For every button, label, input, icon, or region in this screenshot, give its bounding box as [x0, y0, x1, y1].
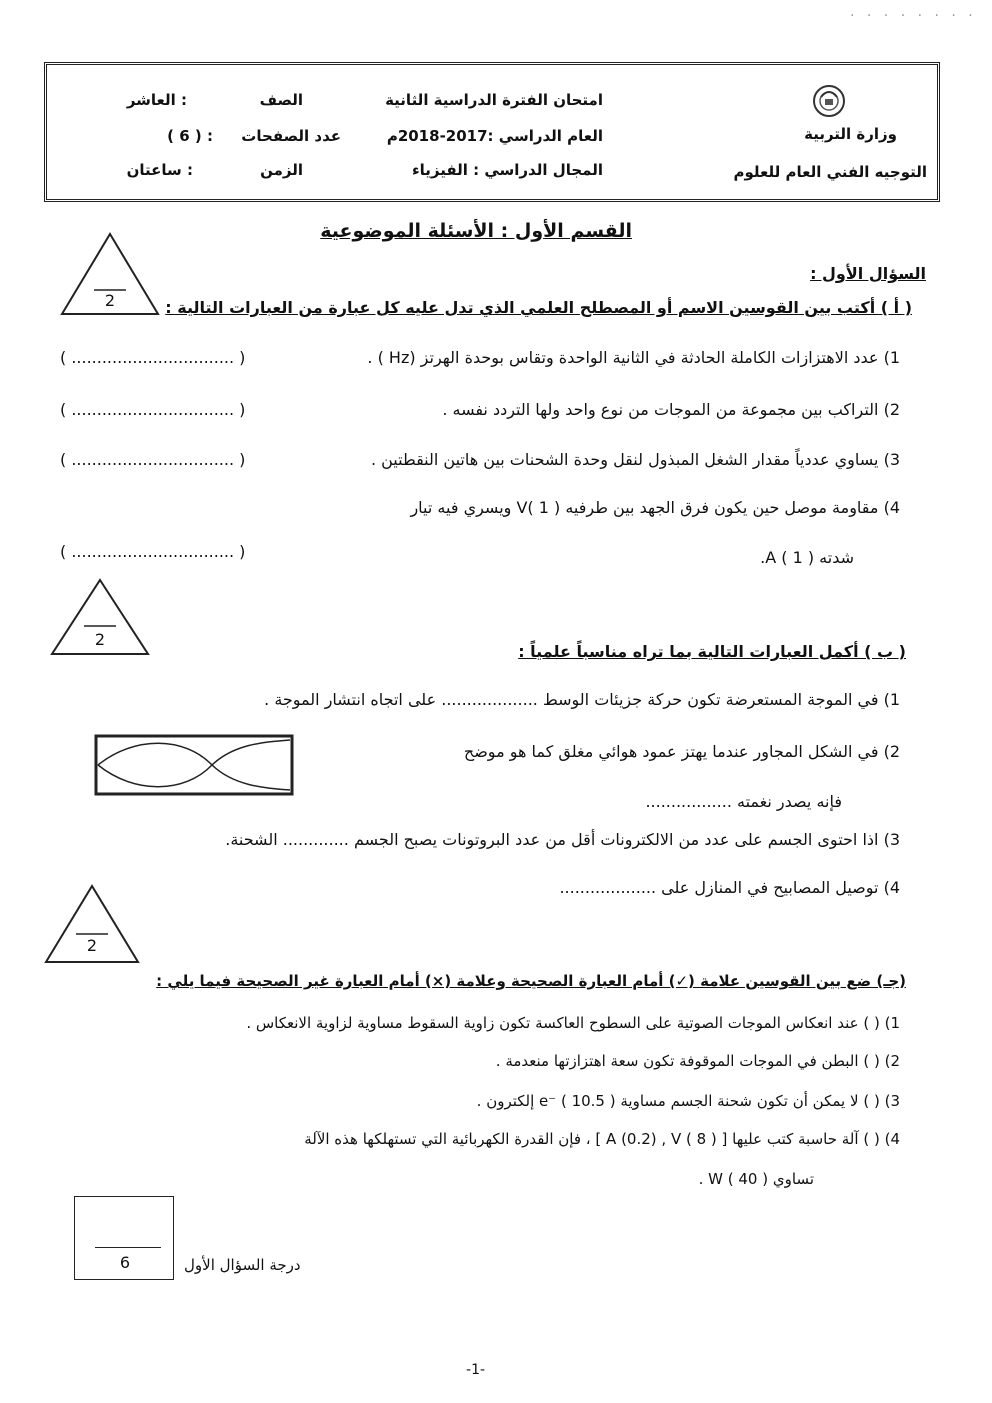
- section-c-item-2: [496, 1052, 900, 1070]
- mark-triangle-a: [60, 232, 160, 316]
- section-b-title: ( ب ) أكمل العبارات التالية بما تراه مناسباً علمياً :: [518, 642, 906, 661]
- total-score-box: [74, 1196, 174, 1280]
- item-text: في الموجة المستعرضة تكون حركة جزيئات الوسط ................... على اتجاه انتشار الموجة .: [264, 690, 879, 709]
- ministry-emblem-icon: [811, 83, 847, 119]
- section-c-item-1: [246, 1014, 900, 1032]
- corner-dots: . . . . . . . .: [850, 4, 977, 20]
- item-number: 1): [883, 690, 900, 709]
- exam-header: [44, 62, 940, 202]
- answer-box[interactable]: ( ): [863, 1092, 880, 1110]
- item-text-continued: تساوي W ( 40 ) .: [698, 1170, 814, 1188]
- pages-value: : ( 6 ): [167, 127, 213, 145]
- section-b-item-2: [464, 742, 900, 761]
- mark-triangle-b: [50, 578, 150, 656]
- item-text: يساوي عددياً مقدار الشغل المبذول لنقل وحدة الشحنات بين هاتين النقطتين .: [370, 450, 879, 469]
- item-text: توصيل المصابيح في المنازل على ...................: [559, 878, 879, 897]
- academic-year: العام الدراسي :2017-2018م: [386, 127, 603, 145]
- section-b-item-4: [559, 878, 900, 897]
- score-divider: [95, 1247, 161, 1248]
- item-text: التراكب بين مجموعة من الموجات من نوع واحد ولها التردد نفسه .: [442, 400, 879, 419]
- item-text: اذا احتوى الجسم على عدد من الالكترونات أقل من عدد البروتونات يصبح الجسم ............. الشحنة.: [225, 830, 879, 849]
- item-number: 2): [883, 400, 900, 419]
- item-number: 3): [883, 450, 900, 469]
- item-text: عدد الاهتزازات الكاملة الحادثة في الثانية الواحدة وتقاس بوحدة الهرتز (Hz ) .: [367, 348, 879, 367]
- item-text: مقاومة موصل حين يكون فرق الجهد بين طرفيه V( 1 ) ويسري فيه تيار: [410, 498, 879, 517]
- item-text: آلة حاسبة كتب عليها [ A (0.2) , V ( 8 ) ] ، فإن القدرة الكهربائية التي تستهلكها هذه الآلة: [304, 1130, 859, 1148]
- question-1-label: السؤال الأول :: [810, 264, 926, 283]
- section-a-item-3: [371, 450, 900, 469]
- answer-blank[interactable]: ( ................................ ): [60, 348, 246, 367]
- item-number: 4): [884, 1130, 900, 1148]
- time-value: : ساعتان: [126, 161, 193, 179]
- section-a-item-2: [442, 400, 900, 419]
- item-number: 2): [883, 742, 900, 761]
- guidance-name: التوجيه الفني العام للعلوم: [733, 163, 927, 181]
- answer-blank[interactable]: ( ................................ ): [60, 542, 246, 561]
- item-number: 4): [883, 498, 900, 517]
- total-score-value: 6: [119, 1253, 131, 1272]
- page-number: -1-: [466, 1362, 486, 1378]
- item-text: عند انعكاس الموجات الصوتية على السطوح العاكسة تكون زاوية السقوط مساوية لزاوية الانعكاس .: [246, 1014, 859, 1032]
- time-label: الزمن: [260, 161, 303, 179]
- mark-value: 2: [104, 291, 116, 310]
- answer-blank[interactable]: ( ................................ ): [60, 450, 246, 469]
- answer-blank[interactable]: ( ................................ ): [60, 400, 246, 419]
- section-a-title: ( أ ) أكتب بين القوسين الاسم أو المصطلح العلمي الذي تدل عليه كل عبارة من العبارات التالية :: [165, 298, 912, 317]
- exam-title: امتحان الفترة الدراسية الثانية: [385, 91, 603, 109]
- item-number: 2): [884, 1052, 900, 1070]
- section-b-item-1: [264, 690, 900, 709]
- mark-triangle-c: [44, 884, 140, 964]
- answer-box[interactable]: ( ): [863, 1014, 880, 1032]
- item-number: 1): [883, 348, 900, 367]
- mark-value: 2: [86, 936, 98, 955]
- subject: المجال الدراسي : الفيزياء: [411, 161, 603, 179]
- section-c-item-4: [304, 1130, 900, 1148]
- grade-value: : العاشر: [126, 91, 187, 109]
- section-a-item-4: [410, 498, 900, 517]
- item-text: البطن في الموجات الموقوفة تكون سعة اهتزازتها منعدمة .: [495, 1052, 859, 1070]
- item-text: لا يمكن أن تكون شحنة الجسم مساوية e⁻ ( 10.5 ) إلكترون .: [476, 1092, 859, 1110]
- item-number: 1): [884, 1014, 900, 1032]
- answer-box[interactable]: ( ): [863, 1130, 880, 1148]
- part-title: القسم الأول : الأسئلة الموضوعية: [320, 220, 632, 242]
- section-c-item-3: [477, 1092, 900, 1110]
- grade-label: الصف: [259, 91, 303, 109]
- item-text-continued: فإنه يصدر نغمته .................: [645, 792, 842, 811]
- mark-value: 2: [94, 630, 106, 649]
- item-number: 3): [884, 1092, 900, 1110]
- item-text-continued: شدته A ( 1 ).: [760, 548, 854, 567]
- air-column-figure: [94, 734, 294, 796]
- item-number: 4): [883, 878, 900, 897]
- section-c-title: (جـ) ضع بين القوسين علامة (✓) أمام العبارة الصحيحة وعلامة (×) أمام العبارة غير الصحيحة فيما يلي :: [156, 972, 906, 990]
- ministry-name: وزارة التربية: [804, 125, 897, 143]
- pages-label: عدد الصفحات: [241, 127, 341, 145]
- item-text: في الشكل المجاور عندما يهتز عمود هوائي مغلق كما هو موضح: [463, 742, 879, 761]
- total-score-label: درجة السؤال الأول: [184, 1256, 301, 1274]
- item-number: 3): [883, 830, 900, 849]
- section-a-item-1: [367, 348, 900, 367]
- answer-box[interactable]: ( ): [863, 1052, 880, 1070]
- section-b-item-3: [225, 830, 900, 849]
